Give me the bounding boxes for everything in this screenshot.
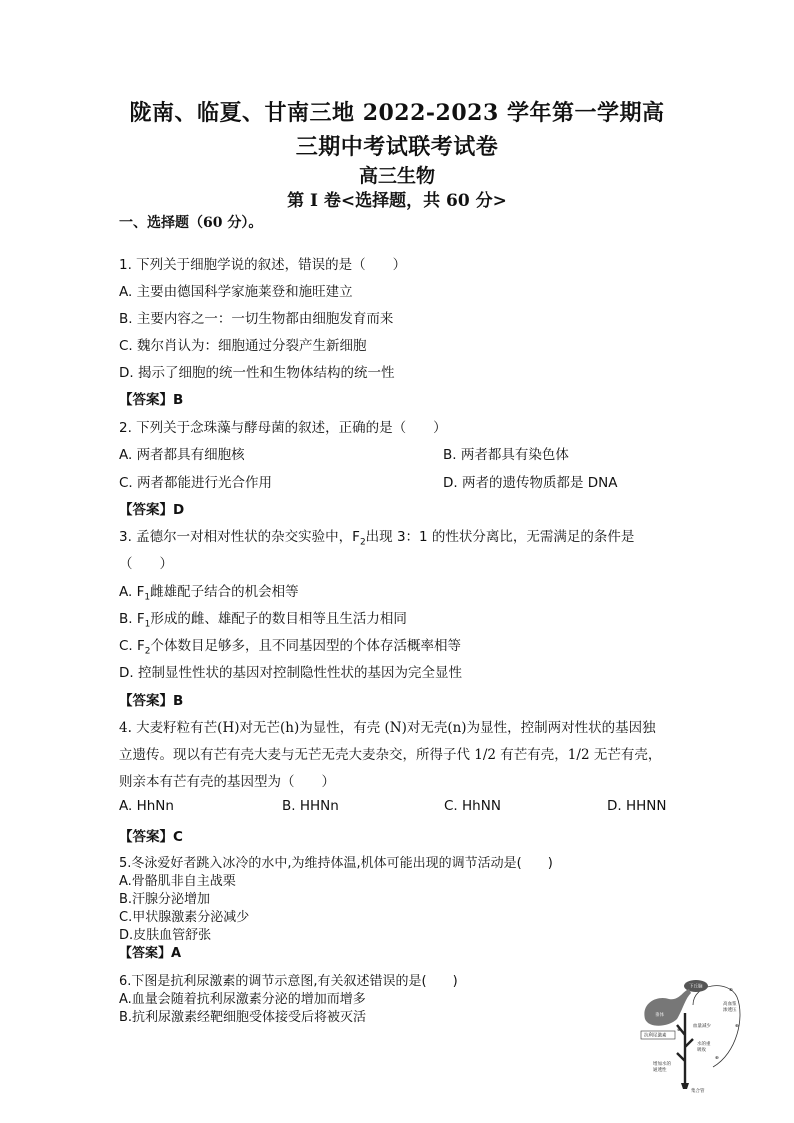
adh-regulation-diagram [633, 975, 748, 1093]
q3-stem-sub: 2 [359, 537, 366, 548]
q3-option-c [119, 634, 461, 657]
adh-label: 抗利尿激素 [644, 1033, 667, 1039]
q3-stem [119, 525, 634, 548]
q4-option-d: D. HHNN [607, 798, 667, 814]
q3-stem-line2: （ ） [119, 556, 173, 572]
q4-option-c: C. HhNN [444, 798, 501, 814]
q5-option-a: A.骨骼肌非自主战栗 [119, 874, 236, 889]
exam-title-line1: 陇南、临夏、甘南三地 2022-2023 学年第一学期高 [129, 100, 665, 126]
q6-stem: 6.下图是抗利尿激素的调节示意图,有关叙述错误的是( ) [119, 974, 458, 989]
q1-option-c: C. 魏尔肖认为：细胞通过分裂产生新细胞 [119, 338, 367, 354]
q3-stem-part1: 3. 孟德尔一对相对性状的杂交实验中，F [119, 529, 360, 545]
exam-title-line2: 三期中考试联考试卷 [295, 134, 499, 160]
q3-option-a-pre: A. F [119, 584, 145, 600]
permeability-line2: 通透性 [653, 1068, 667, 1073]
pituitary-label: 垂体 [655, 1013, 664, 1018]
q2-answer: 【答案】D [119, 502, 185, 518]
plus-sign-3: ⊕ [715, 1056, 719, 1061]
q5-option-b: B.汗腺分泌增加 [119, 892, 211, 907]
q3-option-c-sub: 2 [144, 646, 151, 657]
q2-stem: 2. 下列关于念珠藻与酵母菌的叙述，正确的是（ ） [119, 420, 447, 436]
blood-decrease-label: 血量减少 [693, 1024, 711, 1029]
q1-option-d: D. 揭示了细胞的统一性和生物体结构的统一性 [119, 365, 395, 381]
q3-option-b [119, 607, 407, 630]
plus-sign-4: ⊕ [677, 1028, 681, 1033]
permeability-line1: 增加水的 [653, 1062, 671, 1067]
q2-option-b: B. 两者都具有染色体 [443, 447, 569, 463]
water-reabsorb-line1: 水的重 [697, 1042, 711, 1047]
q3-answer: 【答案】B [119, 693, 184, 709]
q2-option-a: A. 两者都具有细胞核 [119, 447, 245, 463]
part-title: 第 I 卷<选择题，共 60 分> [287, 191, 507, 211]
plus-sign-1: ⊕ [729, 988, 733, 993]
collecting-duct-label: 集合管 [691, 1089, 705, 1093]
osmotic-label-line2: 渗透压 [723, 1008, 737, 1013]
hypothalamus-label: 下丘脑 [689, 984, 703, 990]
q5-stem: 5.冬泳爱好者跳入冰冷的水中,为维持体温,机体可能出现的调节活动是( ) [119, 856, 553, 871]
q4-stem-line3: 则亲本有芒有壳的基因型为（ ） [119, 774, 335, 790]
plus-sign-2: ⊕ [735, 1024, 739, 1029]
q4-stem-line1: 4. 大麦籽粒有芒(H)对无芒(h)为显性，有壳 (N)对无壳(n)为显性，控制两对性状的基因独 [119, 720, 656, 736]
water-reabsorb-line2: 吸收 [697, 1048, 706, 1053]
q6-option-a: A.血量会随着抗利尿激素分泌的增加而增多 [119, 992, 366, 1007]
q6-option-b: B.抗利尿激素经靶细胞受体接受后将被灭活 [119, 1010, 367, 1025]
q3-option-d: D. 控制显性性状的基因对控制隐性性状的基因为完全显性 [119, 665, 462, 681]
q3-option-c-pre: C. F [119, 638, 145, 654]
section-heading: 一、选择题（60 分）。 [119, 215, 263, 231]
q1-answer: 【答案】B [119, 392, 184, 408]
q5-option-d: D.皮肤血管舒张 [119, 928, 212, 943]
q3-option-c-post: 个体数目足够多，且不同基因型的个体存活概率相等 [150, 638, 462, 654]
q5-option-c: C.甲状腺激素分泌减少 [119, 910, 250, 925]
q3-option-a-sub: 1 [144, 592, 151, 603]
q3-option-a-post: 雌雄配子结合的机会相等 [150, 584, 299, 600]
q3-option-b-pre: B. F [119, 611, 145, 627]
q1-stem: 1. 下列关于细胞学说的叙述，错误的是（ ） [119, 257, 407, 273]
q3-option-a [119, 580, 299, 603]
q1-option-b: B. 主要内容之一：一切生物都由细胞发育而来 [119, 311, 394, 327]
collecting-duct-base [681, 1083, 689, 1089]
subject-title: 高三生物 [358, 165, 435, 187]
q3-option-b-sub: 1 [144, 619, 151, 630]
q4-option-b: B. HHNn [282, 798, 339, 814]
q4-stem-line2: 立遗传。现以有芒有壳大麦与无芒无壳大麦杂交，所得子代 1/2 有芒有壳，1/2 无芒有壳， [119, 747, 662, 763]
osmotic-label-line1: 高血浆 [723, 1002, 737, 1007]
q4-option-a: A. HhNn [119, 798, 174, 814]
q5-answer: 【答案】A [119, 946, 182, 961]
q4-answer: 【答案】C [119, 829, 183, 845]
collecting-duct-shape [677, 1013, 693, 1083]
q3-option-b-post: 形成的雌、雄配子的数目相等且生活力相同 [150, 611, 407, 627]
q2-option-c: C. 两者都能进行光合作用 [119, 475, 273, 491]
q1-option-a: A. 主要由德国科学家施莱登和施旺建立 [119, 284, 353, 300]
q2-option-d: D. 两者的遗传物质都是 DNA [443, 475, 618, 491]
q3-stem-part2: 出现 3：1 的性状分离比，无需满足的条件是 [365, 529, 635, 545]
